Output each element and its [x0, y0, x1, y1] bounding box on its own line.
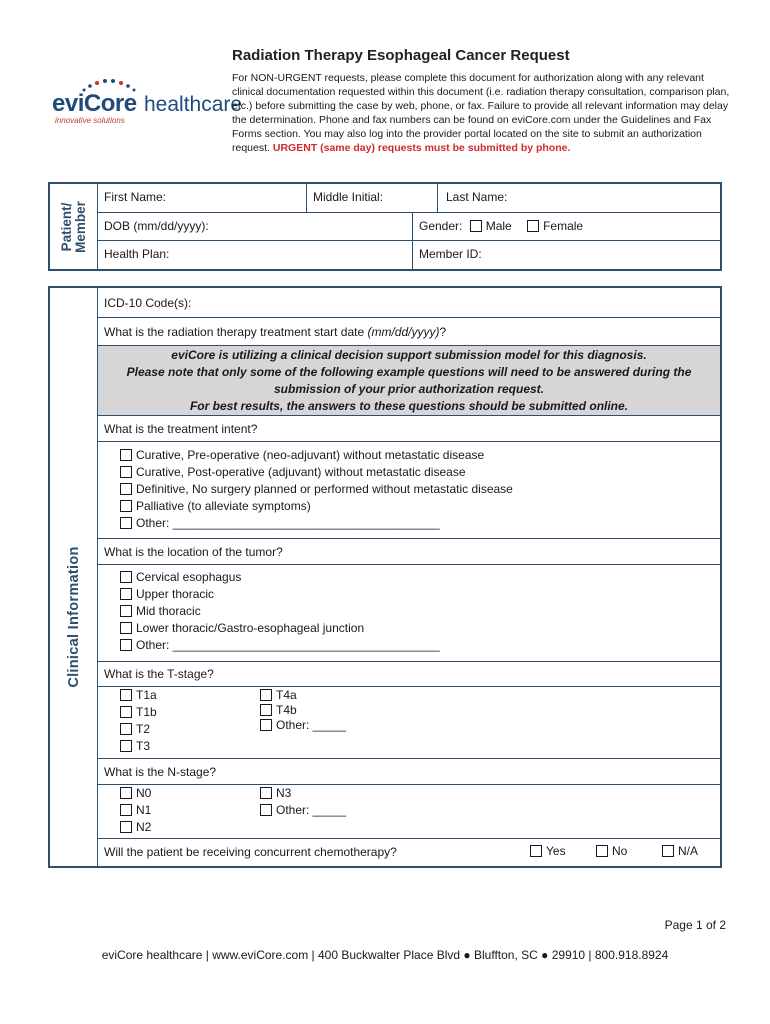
nstage-option[interactable]: [120, 786, 151, 800]
chemo-no-label: No: [612, 844, 628, 858]
location-option-label: Upper thoracic: [136, 587, 215, 601]
clinical-section: [48, 286, 722, 868]
tstage-option-label: T4a: [276, 688, 297, 702]
location-option[interactable]: [120, 587, 214, 601]
tstage-question-row: [98, 662, 720, 687]
patient-row-plan: [98, 241, 720, 269]
nstage-options-row: [98, 785, 720, 839]
location-option[interactable]: [120, 604, 201, 618]
chemo-yes-option[interactable]: [530, 844, 566, 858]
start-date-row[interactable]: [98, 318, 720, 346]
checkbox[interactable]: [120, 740, 132, 752]
page-number: Page 1 of 2: [664, 918, 726, 932]
intent-option-label: Curative, Pre-operative (neo-adjuvant) without metastatic disease: [136, 448, 485, 462]
location-option[interactable]: [120, 570, 241, 584]
tstage-option-label: Other: _____: [276, 718, 347, 732]
nstage-option[interactable]: [260, 803, 346, 817]
tstage-question: What is the T-stage?: [104, 667, 214, 681]
gender-field: [412, 213, 720, 240]
tstage-option[interactable]: [120, 688, 157, 702]
male-label: Male: [485, 219, 512, 233]
checkbox[interactable]: [120, 517, 132, 529]
chemo-na-label: N/A: [678, 844, 699, 858]
nstage-option[interactable]: [120, 820, 151, 834]
banner-line-4: For best results, the answers to these questions should be submitted online.: [189, 399, 629, 413]
checkbox[interactable]: [120, 622, 132, 634]
location-option-label: Other: ________________________________________: [136, 638, 440, 652]
patient-section: [48, 182, 722, 271]
health-plan-label: Health Plan:: [104, 247, 170, 261]
checkbox[interactable]: [530, 845, 542, 857]
patient-label-line1: Patient/: [58, 202, 74, 251]
banner-line-3: submission of your prior authorization request.: [273, 382, 545, 396]
chemo-na-option[interactable]: [662, 844, 698, 858]
checkbox[interactable]: [120, 571, 132, 583]
intent-option[interactable]: [120, 448, 484, 462]
nstage-option-label: N3: [276, 786, 292, 800]
patient-label-line2: Member: [72, 200, 88, 253]
checkbox[interactable]: [596, 845, 608, 857]
clinical-label: Clinical Information: [65, 546, 82, 689]
logo-tagline: innovative solutions: [55, 116, 125, 125]
evicore-logo: [52, 78, 243, 128]
intent-option[interactable]: [120, 499, 311, 513]
footer-contact: eviCore healthcare | www.eviCore.com | 400 Buckwalter Place Blvd ● Bluffton, SC ● 29910 | 800.918.8924: [101, 948, 669, 962]
location-options-row: [98, 565, 720, 662]
intent-option-label: Definitive, No surgery planned or performed without metastatic disease: [136, 482, 513, 496]
female-checkbox[interactable]: [527, 220, 539, 232]
location-question-row: [98, 539, 720, 565]
male-checkbox[interactable]: [470, 220, 482, 232]
icd-label: ICD-10 Code(s):: [104, 296, 192, 310]
tstage-option-label: T1a: [136, 688, 157, 702]
patient-side-label: [50, 184, 98, 269]
location-option-label: Mid thoracic: [136, 604, 201, 618]
start-date-text: What is the radiation therapy treatment start date: [104, 325, 368, 339]
checkbox[interactable]: [120, 787, 132, 799]
health-plan-field[interactable]: [98, 241, 412, 269]
checkbox[interactable]: [260, 719, 272, 731]
chemo-yes-label: Yes: [546, 844, 566, 858]
tstage-option[interactable]: [120, 705, 157, 719]
checkbox[interactable]: [120, 639, 132, 651]
icd-row[interactable]: [98, 288, 720, 318]
logo-brand: eviCore: [52, 90, 137, 117]
checkbox[interactable]: [120, 449, 132, 461]
checkbox[interactable]: [260, 804, 272, 816]
chemo-row: [98, 839, 720, 866]
nstage-question: What is the N-stage?: [104, 765, 217, 779]
intent-option[interactable]: [120, 465, 466, 479]
start-date-end: ?: [439, 325, 447, 339]
intent-options-row: [98, 442, 720, 539]
intro-text: [232, 71, 732, 155]
nstage-option-label: N0: [136, 786, 152, 800]
location-option[interactable]: [120, 621, 364, 635]
checkbox[interactable]: [662, 845, 674, 857]
female-label: Female: [543, 219, 584, 233]
nstage-option-label: Other: _____: [276, 803, 347, 817]
intent-question-row: [98, 416, 720, 442]
patient-row-dob: [98, 213, 720, 241]
location-option-label: Cervical esophagus: [136, 570, 242, 584]
member-id-field[interactable]: [412, 241, 720, 269]
banner-line-1: eviCore is utilizing a clinical decision support submission model for this diagnosis.: [171, 348, 647, 362]
chemo-no-option[interactable]: [596, 844, 627, 858]
tstage-option[interactable]: [120, 739, 150, 753]
checkbox[interactable]: [120, 689, 132, 701]
tstage-option[interactable]: [260, 718, 346, 732]
gender-label: Gender:: [419, 219, 463, 233]
start-date-format: (mm/dd/yyyy): [367, 325, 440, 339]
checkbox[interactable]: [120, 804, 132, 816]
intent-option[interactable]: [120, 516, 440, 530]
intent-option-label: Curative, Post-operative (adjuvant) without metastatic disease: [136, 465, 466, 479]
tstage-option-label: T1b: [136, 705, 157, 719]
location-option[interactable]: [120, 638, 440, 652]
nstage-question-row: [98, 759, 720, 785]
urgent-note: URGENT (same day) requests must be submitted by phone.: [272, 142, 571, 154]
nstage-option[interactable]: [260, 786, 291, 800]
logo-brand-suffix: healthcare: [144, 93, 243, 116]
nstage-option-label: N2: [136, 820, 152, 834]
intent-option-label: Other: ________________________________________: [136, 516, 440, 530]
nstage-option-label: N1: [136, 803, 152, 817]
checkbox[interactable]: [260, 787, 272, 799]
member-id-label: Member ID:: [419, 247, 482, 261]
tstage-option[interactable]: [260, 703, 297, 717]
intro-body: For NON-URGENT requests, please complete this document for authorization along with any relevant clinical documentation requested within this document (i.e. radiation therapy consultation, comparison plan, etc.) before submitting the case by web, phone, or fax. Failure to provide all relevant information may delay the determination. Phone and fax numbers can be found on eviCore.com under the Guidelines and Fax Forms section. You may also log into the provider portal located on the site to submit an authorization request.: [232, 72, 730, 154]
first-name-label: First Name:: [104, 190, 167, 204]
dob-label: DOB (mm/dd/yyyy):: [104, 219, 209, 233]
checkbox[interactable]: [260, 704, 272, 716]
location-option-label: Lower thoracic/Gastro-esophageal junction: [136, 621, 365, 635]
checkbox[interactable]: [120, 500, 132, 512]
cds-banner: [98, 346, 720, 416]
location-question: What is the location of the tumor?: [104, 545, 283, 559]
tstage-option-label: T2: [136, 722, 151, 736]
tstage-option-label: T4b: [276, 703, 297, 717]
middle-initial-field[interactable]: [306, 184, 437, 212]
middle-initial-label: Middle Initial:: [313, 190, 384, 204]
dob-field[interactable]: [98, 213, 412, 240]
tstage-option[interactable]: [260, 688, 297, 702]
patient-row-name: [98, 184, 720, 213]
tstage-options-row: [98, 687, 720, 759]
clinical-side-label: [50, 288, 98, 866]
first-name-field[interactable]: [98, 184, 306, 212]
checkbox[interactable]: [260, 689, 272, 701]
banner-line-2: Please note that only some of the following example questions will need to be answered during the: [126, 365, 692, 379]
chemo-question: Will the patient be receiving concurrent chemotherapy?: [104, 845, 397, 859]
start-date-question: [104, 325, 446, 339]
form-title: Radiation Therapy Esophageal Cancer Request: [232, 47, 570, 64]
last-name-label: Last Name:: [446, 190, 508, 204]
checkbox[interactable]: [120, 706, 132, 718]
checkbox[interactable]: [120, 605, 132, 617]
checkbox[interactable]: [120, 821, 132, 833]
checkbox[interactable]: [120, 588, 132, 600]
last-name-field[interactable]: [437, 184, 720, 212]
checkbox[interactable]: [120, 466, 132, 478]
intent-option[interactable]: [120, 482, 513, 496]
checkbox[interactable]: [120, 723, 132, 735]
intent-question: What is the treatment intent?: [104, 422, 258, 436]
nstage-option[interactable]: [120, 803, 151, 817]
intent-option-label: Palliative (to alleviate symptoms): [136, 499, 311, 513]
tstage-option[interactable]: [120, 722, 150, 736]
tstage-option-label: T3: [136, 739, 151, 753]
checkbox[interactable]: [120, 483, 132, 495]
